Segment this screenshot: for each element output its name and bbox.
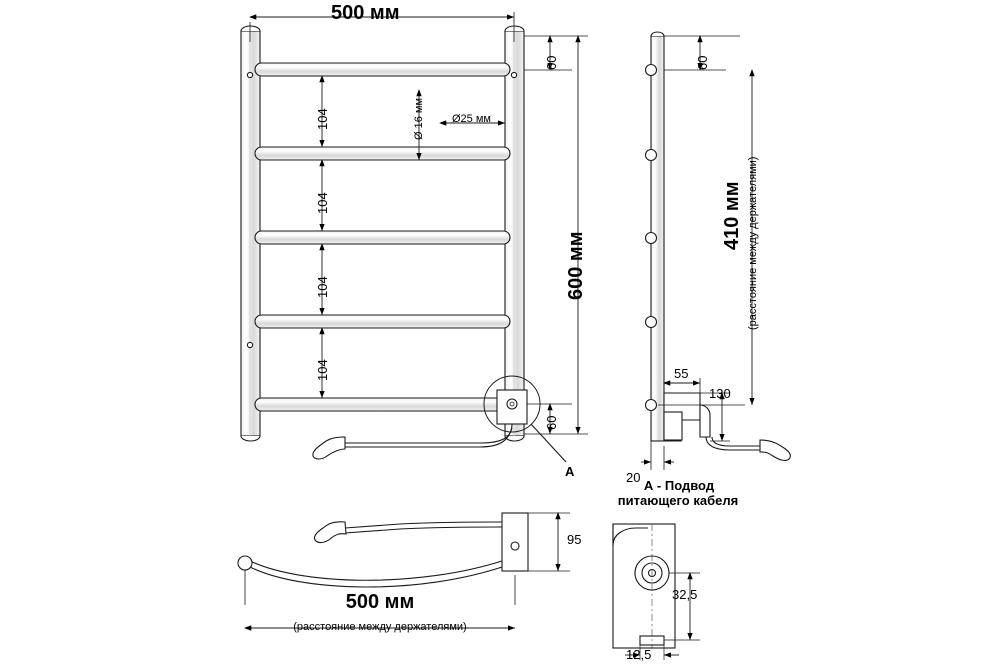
front-height-label: 600 мм (565, 231, 587, 300)
side-depth-20-label: 20 (626, 470, 641, 485)
side-post (646, 32, 665, 441)
side-power-cable (706, 437, 790, 460)
detail-a-title-line1: А - Подвод (643, 478, 715, 493)
front-power-cable (313, 424, 512, 459)
front-rung-spacing-4: 104 (315, 359, 330, 381)
front-bottom-offset-label: 60 (544, 415, 559, 430)
side-top-offset-label: 60 (695, 55, 710, 70)
front-rung-spacing-3: 104 (315, 276, 330, 298)
side-depth-55-label: 55 (674, 366, 689, 381)
top-view-depth-label: 95 (567, 532, 582, 547)
tube-diameter-16-label: Ø 16 мм (413, 97, 425, 140)
side-depth-130-label: 130 (709, 386, 731, 401)
detail-a-dim-12-5: 12,5 (626, 647, 652, 662)
side-bracket-distance-label: 410 мм (721, 181, 743, 250)
detail-a-dim-32-5: 32,5 (672, 587, 698, 602)
top-view-width-label: 500 мм (345, 591, 415, 613)
front-width-label: 500 мм (331, 2, 400, 24)
detail-a-title-line2: питающего кабеля (617, 493, 739, 508)
tube-diameter-25-label: Ø25 мм (452, 113, 491, 125)
front-top-offset-label: 60 (544, 55, 559, 70)
front-rung-spacing-2: 104 (315, 192, 330, 214)
front-rung-spacing-1: 104 (315, 108, 330, 130)
side-junction-and-bracket (664, 393, 710, 441)
top-view-width-note: (расстояние между держателями) (293, 621, 467, 633)
detail-marker-a: A (565, 464, 575, 479)
side-bracket-note: (расстояние между держателями) (747, 156, 759, 330)
